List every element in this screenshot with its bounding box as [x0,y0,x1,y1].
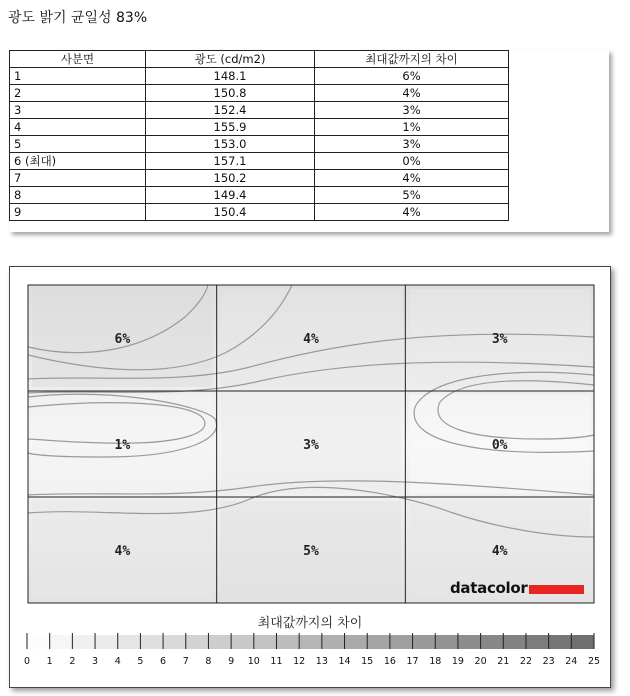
luminance-cell: 150.2 [146,170,315,187]
datacolor-logo-bar [529,585,584,594]
table-row [10,119,509,136]
quadrant-label: 4% [491,544,508,559]
legend-tick-label: 5 [137,656,144,667]
legend-tick-label: 22 [519,656,533,667]
luminance-cell: 150.4 [146,204,315,221]
quadrant-cell: 6 (최대) [10,153,146,170]
quadrant-cell: 3 [10,102,146,119]
quadrant-cell: 1 [10,68,146,85]
legend-swatch [435,635,458,649]
legend-swatch [345,635,368,649]
luminance-cell: 153.0 [146,136,315,153]
table-row [10,153,509,170]
quadrant-cell: 4 [10,119,146,136]
table-header-row [10,51,509,68]
quadrant-label: 5% [303,544,319,559]
table-row [10,68,509,85]
quadrant-cell: 8 [10,187,146,204]
legend-swatch [186,635,209,649]
legend-swatch [413,635,436,649]
legend-swatch [140,635,163,649]
legend-tick-label: 21 [497,656,510,667]
quadrant-label: 3% [491,332,508,347]
quadrant-label: 3% [303,438,319,453]
legend-tick-label: 7 [182,656,189,667]
difference-cell: 4% [315,170,509,187]
legend-tick-label: 18 [429,656,442,667]
legend-swatch [549,635,572,649]
difference-cell: 3% [315,102,509,119]
legend-swatch [95,635,118,649]
column-header-difference: 최대값까지의 차이 [315,51,509,68]
quadrant-label: 0% [491,438,508,453]
legend-swatch [163,635,186,649]
legend-swatch [571,635,594,649]
quadrant-cell: 7 [10,170,146,187]
luminance-cell: 155.9 [146,119,315,136]
quadrant-label: 6% [114,332,131,347]
quadrant-label: 1% [114,438,131,453]
luminance-cell: 157.1 [146,153,315,170]
legend-tick-label: 17 [406,656,419,667]
legend-swatch [481,635,504,649]
table-row [10,102,509,119]
uniformity-heatmap [10,267,610,687]
legend-swatch [254,635,277,649]
datacolor-logo-text: datacolor [450,579,528,597]
legend-swatch [72,635,95,649]
legend-swatch [458,635,481,649]
legend-swatch [390,635,413,649]
difference-cell: 0% [315,153,509,170]
table-row [10,170,509,187]
luminance-cell: 152.4 [146,102,315,119]
legend-swatch [231,635,254,649]
legend-tick-label: 4 [114,656,121,667]
legend-tick-label: 19 [451,656,464,667]
quadrant-label: 4% [114,544,131,559]
legend-tick-label: 2 [69,656,76,667]
difference-cell: 5% [315,187,509,204]
legend-tick-label: 25 [587,656,601,667]
legend-swatch [322,635,345,649]
column-header-luminance: 광도 (cd/m2) [146,51,315,68]
difference-cell: 4% [315,204,509,221]
difference-cell: 4% [315,85,509,102]
legend-swatch [118,635,141,649]
legend-swatch [27,635,50,649]
legend-tick-label: 6 [160,656,167,667]
legend-title: 최대값까지의 차이 [257,616,363,631]
legend-tick-label: 1 [46,656,53,667]
legend-tick-label: 10 [247,656,260,667]
table-row [10,136,509,153]
legend-swatch [367,635,390,649]
legend-tick-label: 12 [293,656,306,667]
legend-tick-label: 14 [338,656,351,667]
difference-cell: 3% [315,136,509,153]
legend-tick-label: 16 [383,656,396,667]
uniformity-chart-card [9,266,611,688]
legend-tick-label: 11 [270,656,283,667]
legend-swatch [503,635,526,649]
legend-tick-label: 9 [228,656,235,667]
legend-tick-label: 23 [542,656,555,667]
quadrant-cell: 2 [10,85,146,102]
legend-swatch [208,635,231,649]
luminance-cell: 150.8 [146,85,315,102]
legend-tick-label: 3 [92,656,99,667]
difference-cell: 1% [315,119,509,136]
table-row [10,204,509,221]
quadrant-cell: 9 [10,204,146,221]
legend-tick-label: 24 [565,656,578,667]
table-row [10,85,509,102]
legend-tick-label: 0 [23,656,31,667]
legend-tick-label: 13 [315,656,328,667]
luminance-table-card [9,50,609,232]
legend-swatch [50,635,73,649]
luminance-table [9,50,509,221]
legend-swatch [276,635,299,649]
legend-tick-label: 15 [361,656,374,667]
quadrant-cell: 5 [10,136,146,153]
legend-tick-label: 8 [205,656,212,667]
luminance-cell: 148.1 [146,68,315,85]
legend-tick-label: 20 [474,656,487,667]
legend-swatch [526,635,549,649]
quadrant-label: 4% [303,332,319,347]
column-header-quadrant: 사분면 [10,51,146,68]
page-title: 광도 밝기 균일성 83% [8,10,148,26]
luminance-cell: 149.4 [146,187,315,204]
table-row [10,187,509,204]
difference-cell: 6% [315,68,509,85]
legend-swatch [299,635,322,649]
